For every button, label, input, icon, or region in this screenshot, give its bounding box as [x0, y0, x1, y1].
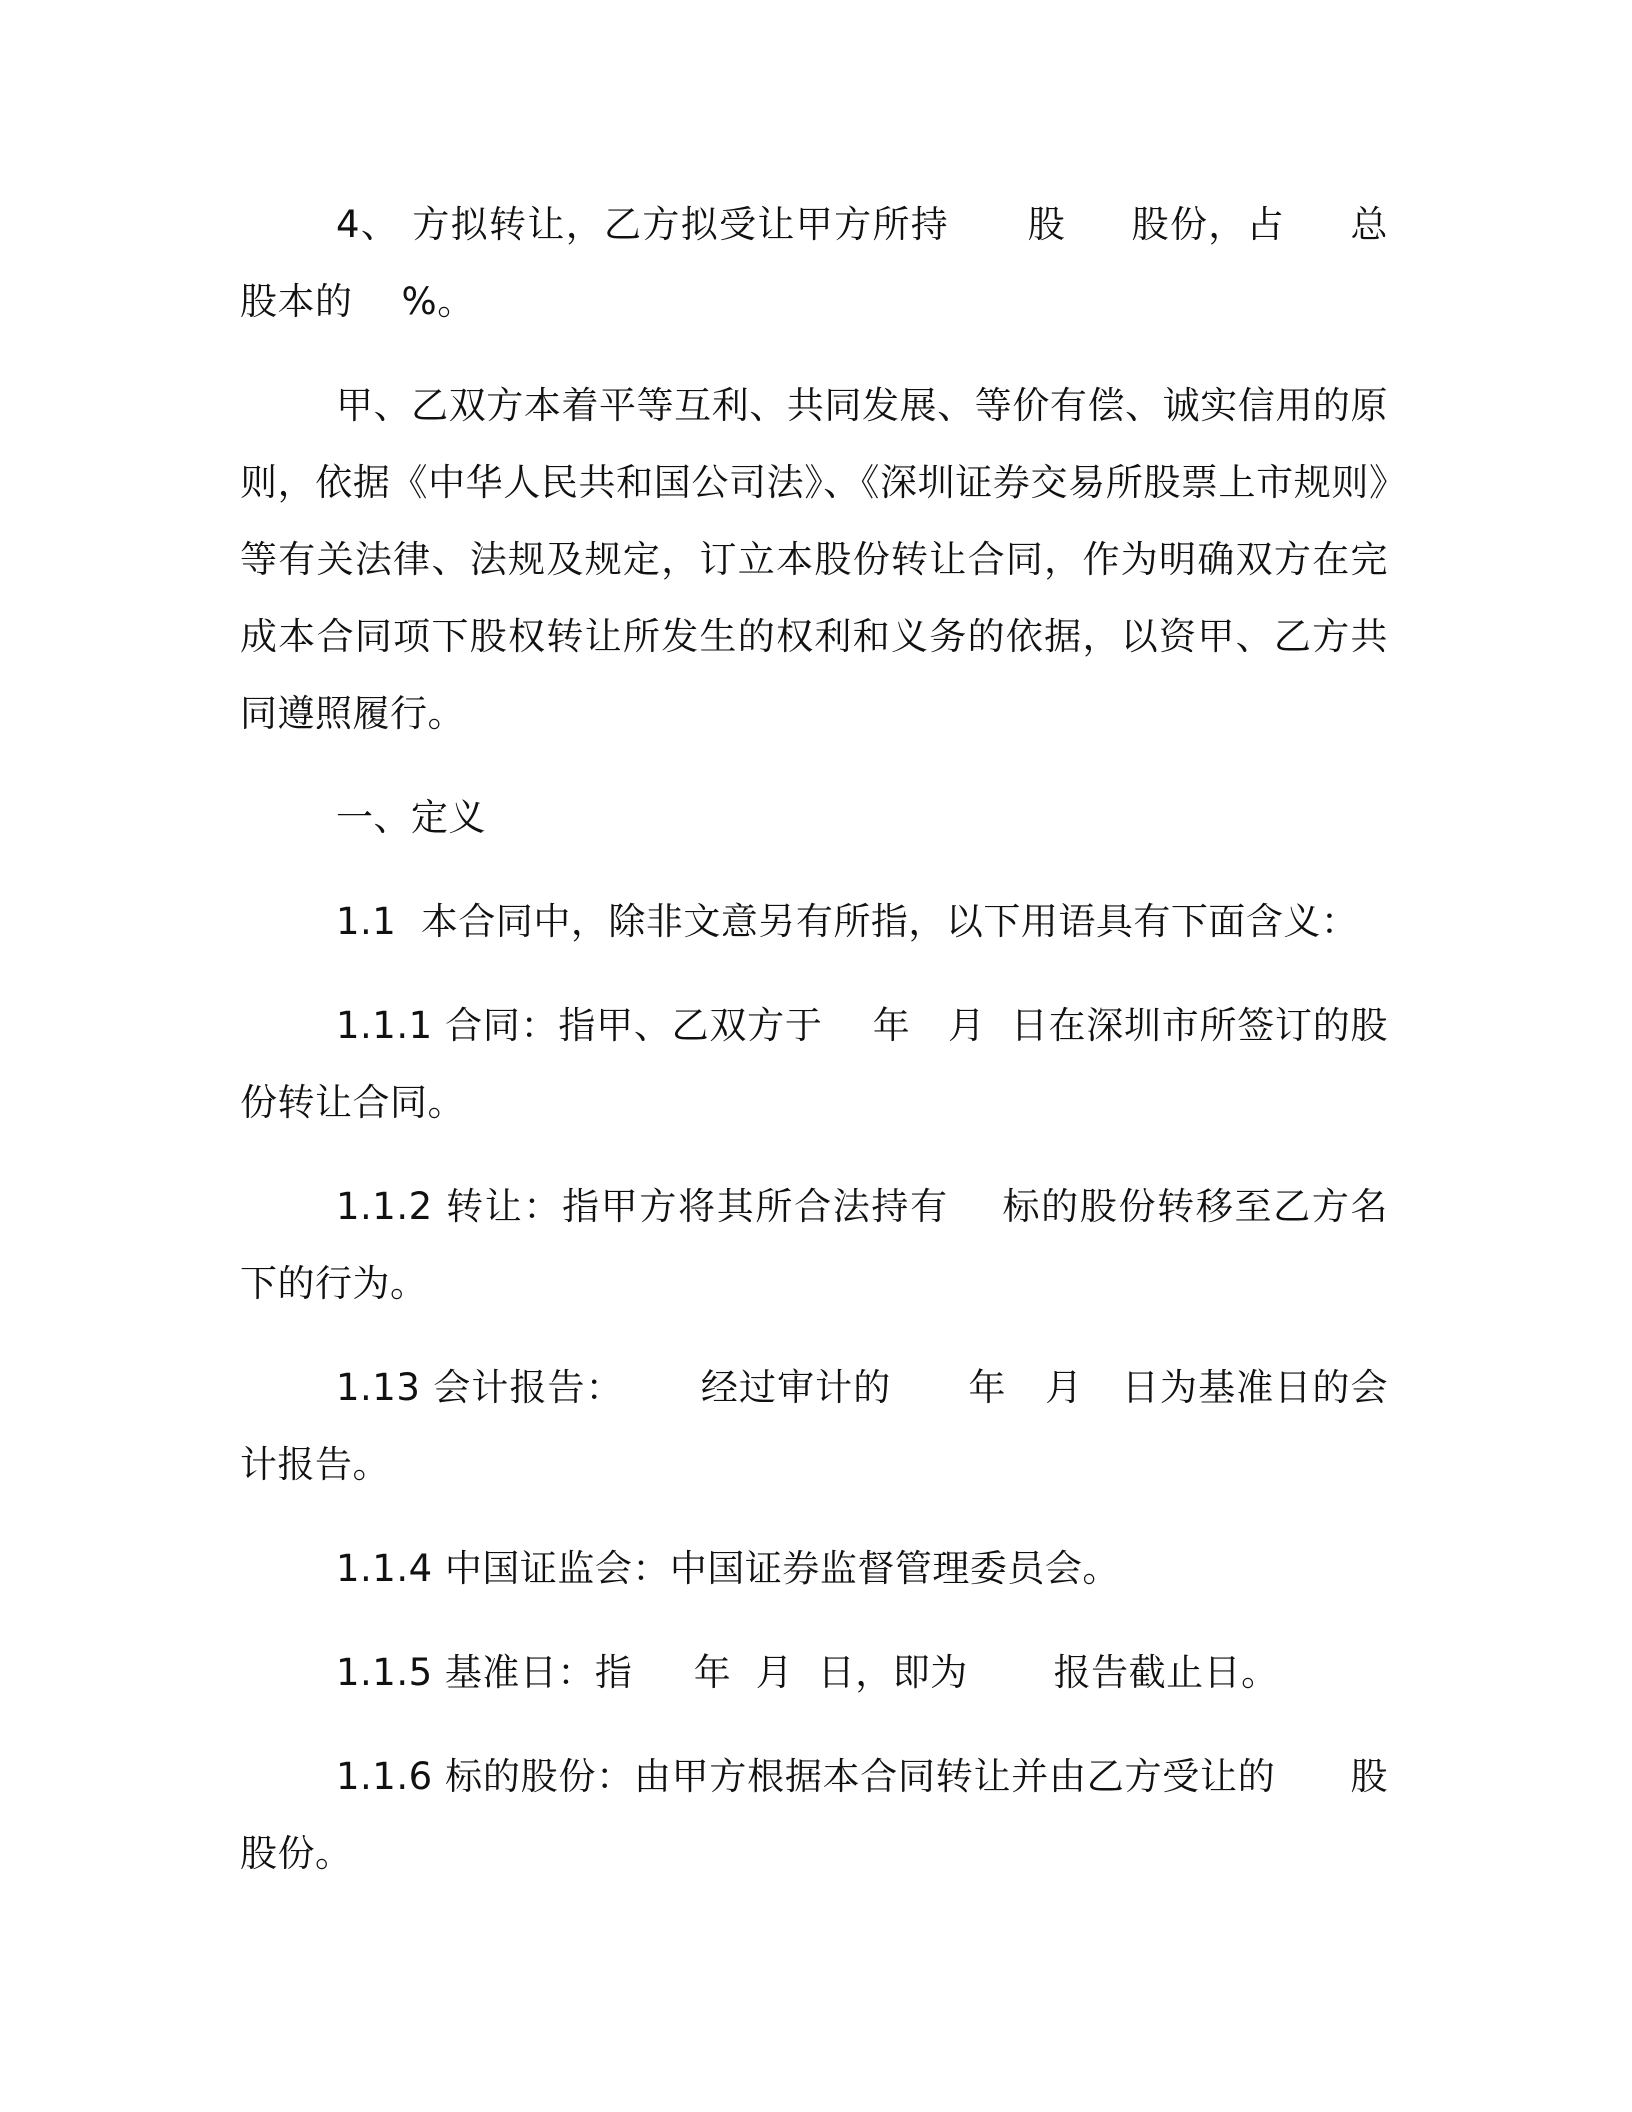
clause-1-1-3: 1.13 会计报告： 经过审计的 年 月 日为基准日的会计报告。	[240, 1366, 1388, 1486]
clause-1-1-4: 1.1.4 中国证监会：中国证券监督管理委员会。	[336, 1547, 1120, 1590]
clause-1-1-2: 1.1.2 转让：指甲方将其所合法持有 标的股份转移至乙方名下的行为。	[240, 1185, 1388, 1305]
clause-1-1-1: 1.1.1 合同：指甲、乙双方于 年 月 日在深圳市所签订的股份转让合同。	[240, 1004, 1388, 1124]
clause-1-1-5: 1.1.5 基准日：指 年 月 日，即为 报告截止日。	[336, 1651, 1279, 1694]
section-heading-definitions: 一、定义	[336, 796, 486, 839]
clause-1-1: 1.1 本合同中，除非文意另有所指，以下用语具有下面含义：	[336, 900, 1359, 943]
clause-1-1-6: 1.1.6 标的股份：由甲方根据本合同转让并由乙方受让的 股股份。	[240, 1755, 1388, 1875]
paragraph-transfer-shares: 4、 方拟转让，乙方拟受让甲方所持 股 股份，占 总股本的 %。	[240, 203, 1388, 323]
paragraph-principles: 甲、乙双方本着平等互利、共同发展、等价有偿、诚实信用的原则，依据《中华人民共和国公司法》、《深圳证券交易所股票上市规则》等有关法律、法规及规定，订立本股份转让合同，作为明确双方在完成本合同项下股权转让所发生的权利和义务的依据，以资甲、乙方共同遵照履行。	[240, 384, 1388, 735]
document-body	[240, 186, 1388, 1919]
